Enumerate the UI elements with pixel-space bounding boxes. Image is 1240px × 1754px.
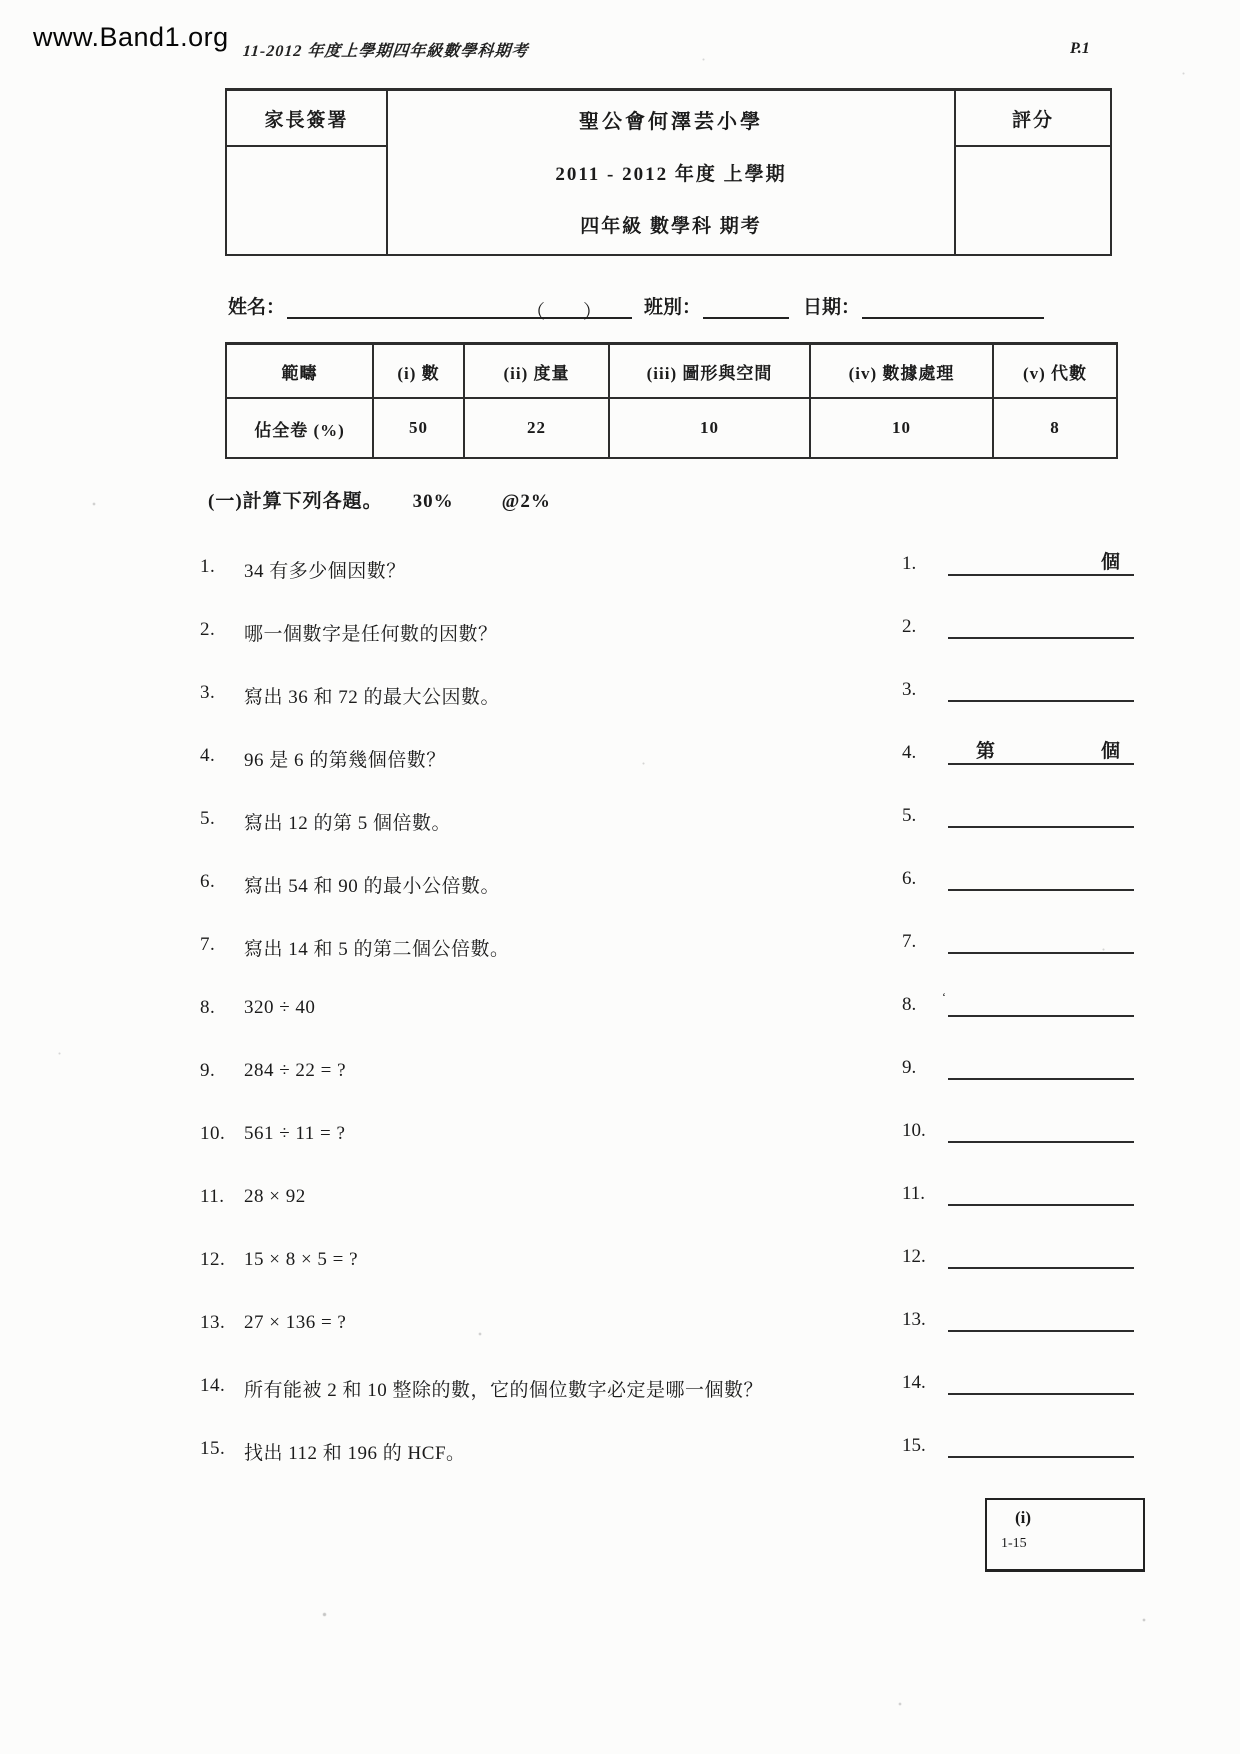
weight-value: 50 <box>374 399 465 457</box>
section-summary-box <box>985 1498 1145 1572</box>
category-header: (v) 代數 <box>994 345 1116 399</box>
answer-prefix-text: 第 <box>976 741 996 762</box>
question-number: 8. <box>200 997 216 1018</box>
question <box>200 934 510 961</box>
question-text: 所有能被 2 和 10 整除的數，它的個位數字必定是哪一個數？ <box>244 1380 764 1401</box>
question-number: 11. <box>200 1186 225 1207</box>
category-weight-table <box>225 342 1118 459</box>
question-list <box>200 540 1148 1485</box>
answer-blank-line <box>948 611 1134 639</box>
question <box>200 1060 346 1082</box>
answer-area <box>902 674 1134 702</box>
question <box>200 1375 763 1402</box>
weight-value: 10 <box>811 399 994 457</box>
answer-area <box>902 1052 1134 1080</box>
answer-number: 9. <box>902 1057 917 1078</box>
date-blank-line <box>862 297 1044 319</box>
category-header: (iii) 圖形與空間 <box>610 345 811 399</box>
class-blank-line <box>703 297 789 319</box>
weight-value: 10 <box>610 399 811 457</box>
question-number: 12. <box>200 1249 226 1270</box>
question-row <box>200 981 1148 1044</box>
question-text: 寫出 36 和 72 的最大公因數。 <box>244 687 501 708</box>
score-blank <box>956 147 1110 254</box>
category-header: (ii) 度量 <box>465 345 610 399</box>
name-label: 姓名： <box>228 297 286 318</box>
page-number: P.1 <box>1070 40 1090 57</box>
category-header: (i) 數 <box>374 345 465 399</box>
answer-blank-line <box>948 989 1134 1017</box>
question-text: 哪一個數字是任何數的因數？ <box>244 624 498 645</box>
question <box>200 1312 346 1334</box>
weight-row-label: 佔全卷 (%) <box>227 399 374 457</box>
answer-number: 1. <box>902 553 917 574</box>
question <box>200 1123 345 1145</box>
answer-area <box>902 611 1134 639</box>
category-header: (iv) 數據處理 <box>811 345 994 399</box>
question-row <box>200 666 1148 729</box>
question <box>200 556 406 583</box>
answer-number: 5. <box>902 805 917 826</box>
answer-number: 14. <box>902 1372 926 1393</box>
question-text: 寫出 12 的第 5 個倍數。 <box>244 813 452 834</box>
section-total-marks: 30% <box>412 491 454 512</box>
question-row <box>200 855 1148 918</box>
question-number: 14. <box>200 1375 226 1396</box>
answer-area <box>902 1241 1134 1269</box>
question-number: 6. <box>200 871 216 892</box>
question-number: 13. <box>200 1312 226 1333</box>
answer-area <box>902 800 1134 828</box>
question-number: 15. <box>200 1438 226 1459</box>
answer-blank-line <box>948 1367 1134 1395</box>
parent-signature-cell <box>227 91 388 254</box>
answer-area <box>902 1178 1134 1206</box>
answer-number: 7. <box>902 931 917 952</box>
question <box>200 871 500 898</box>
answer-suffix-text: 個 <box>1100 741 1120 762</box>
answer-blank-line <box>948 737 1134 765</box>
question-text: 96 是 6 的第幾個倍數？ <box>244 750 446 771</box>
band1-watermark: www.Band1.org <box>33 22 229 52</box>
answer-number: 2. <box>902 616 917 637</box>
answer-area: 8. ‘ <box>902 989 1134 1017</box>
question-text: 27 × 136 = ? <box>244 1312 347 1333</box>
answer-number: 3. <box>902 679 917 700</box>
question-text: 34 有多少個因數？ <box>244 561 406 582</box>
question-row <box>200 1422 1148 1485</box>
school-name: 聖公會何澤芸小學 <box>579 111 763 133</box>
parent-signature-blank <box>227 147 386 254</box>
exam-title-cell <box>388 91 954 254</box>
score-cell <box>954 91 1110 254</box>
answer-blank-line <box>948 1115 1134 1143</box>
exam-header-title: 11-2012 年度上學期四年級數學科期考 <box>242 43 529 60</box>
parent-signature-label: 家長簽署 <box>227 91 386 147</box>
answer-number: 11. <box>902 1183 926 1204</box>
answer-area <box>902 1367 1134 1395</box>
question-number: 1. <box>200 556 216 577</box>
question <box>200 1438 466 1465</box>
per-question-marks: @2% <box>501 491 551 512</box>
answer-number: 4. <box>902 742 917 763</box>
section-heading-text: (一)計算下列各題。 <box>208 491 383 512</box>
answer-area <box>902 1304 1134 1332</box>
question-text: 15 × 8 × 5 = ? <box>244 1249 359 1270</box>
section-part-label: (i) <box>1015 1508 1032 1527</box>
answer-area <box>902 737 1134 765</box>
answer-number: 10. <box>902 1120 926 1141</box>
school-year-term: 2011 - 2012 年度 上學期 <box>555 164 787 185</box>
answer-area <box>902 548 1134 576</box>
answer-area <box>902 863 1134 891</box>
section-one-heading <box>208 486 551 513</box>
question-text: 28 × 92 <box>244 1186 306 1207</box>
category-header: 範疇 <box>227 345 374 399</box>
question <box>200 1249 358 1271</box>
question-row <box>200 1233 1148 1296</box>
question <box>200 1186 306 1208</box>
question-row <box>200 603 1148 666</box>
question-text: 寫出 54 和 90 的最小公倍數。 <box>244 876 501 897</box>
answer-blank-line <box>948 548 1134 576</box>
question-row <box>200 540 1148 603</box>
question-number: 10. <box>200 1123 226 1144</box>
question <box>200 808 451 835</box>
answer-number: 12. <box>902 1246 926 1267</box>
answer-area <box>902 1430 1134 1458</box>
student-info-row <box>228 292 1044 323</box>
question-row <box>200 1359 1148 1422</box>
question-text: 284 ÷ 22 = ? <box>244 1060 347 1081</box>
question-number: 3. <box>200 682 216 703</box>
answer-blank-line <box>948 1241 1134 1269</box>
answer-area <box>902 926 1134 954</box>
question-number: 4. <box>200 745 216 766</box>
class-label: 班別： <box>644 297 702 318</box>
question <box>200 619 498 646</box>
answer-blank-line <box>948 926 1134 954</box>
answer-number: 13. <box>902 1309 926 1330</box>
title-table <box>225 88 1112 256</box>
question <box>200 997 315 1019</box>
question-number: 5. <box>200 808 216 829</box>
question-row <box>200 729 1148 792</box>
answer-blank-line <box>948 863 1134 891</box>
answer-blank-line <box>948 800 1134 828</box>
question <box>200 745 446 772</box>
answer-number: 8. <box>902 994 917 1015</box>
question-row <box>200 1296 1148 1359</box>
weight-value: 8 <box>1050 418 1060 437</box>
question-text: 561 ÷ 11 = ? <box>244 1123 346 1144</box>
question-number: 2. <box>200 619 216 640</box>
question-row <box>200 1044 1148 1107</box>
class-number-brackets: （ ） <box>526 302 603 323</box>
section-question-range: 1-15 <box>1001 1536 1027 1551</box>
question-text: 找出 112 和 196 的 HCF。 <box>244 1443 466 1464</box>
question-text: 寫出 14 和 5 的第二個公倍數。 <box>244 939 510 960</box>
question-row <box>200 1107 1148 1170</box>
answer-blank-line <box>948 1052 1134 1080</box>
question-number: 9. <box>200 1060 216 1081</box>
name-blank-line <box>287 297 632 323</box>
answer-blank-line <box>948 1178 1134 1206</box>
answer-number: 6. <box>902 868 917 889</box>
answer-suffix-text: 個 <box>1100 552 1120 573</box>
date-label: 日期： <box>803 297 861 318</box>
question-row <box>200 918 1148 981</box>
question <box>200 682 500 709</box>
question-text: 320 ÷ 40 <box>244 997 316 1018</box>
question-number: 7. <box>200 934 216 955</box>
weight-value: 22 <box>465 399 610 457</box>
answer-blank-line <box>948 674 1134 702</box>
grade-subject-exam: 四年級 數學科 期考 <box>580 216 762 237</box>
question-row <box>200 1170 1148 1233</box>
score-label: 評分 <box>956 91 1110 147</box>
question-row <box>200 792 1148 855</box>
answer-blank-line <box>948 1430 1134 1458</box>
answer-blank-line <box>948 1304 1134 1332</box>
answer-number: 15. <box>902 1435 926 1456</box>
answer-area <box>902 1115 1134 1143</box>
